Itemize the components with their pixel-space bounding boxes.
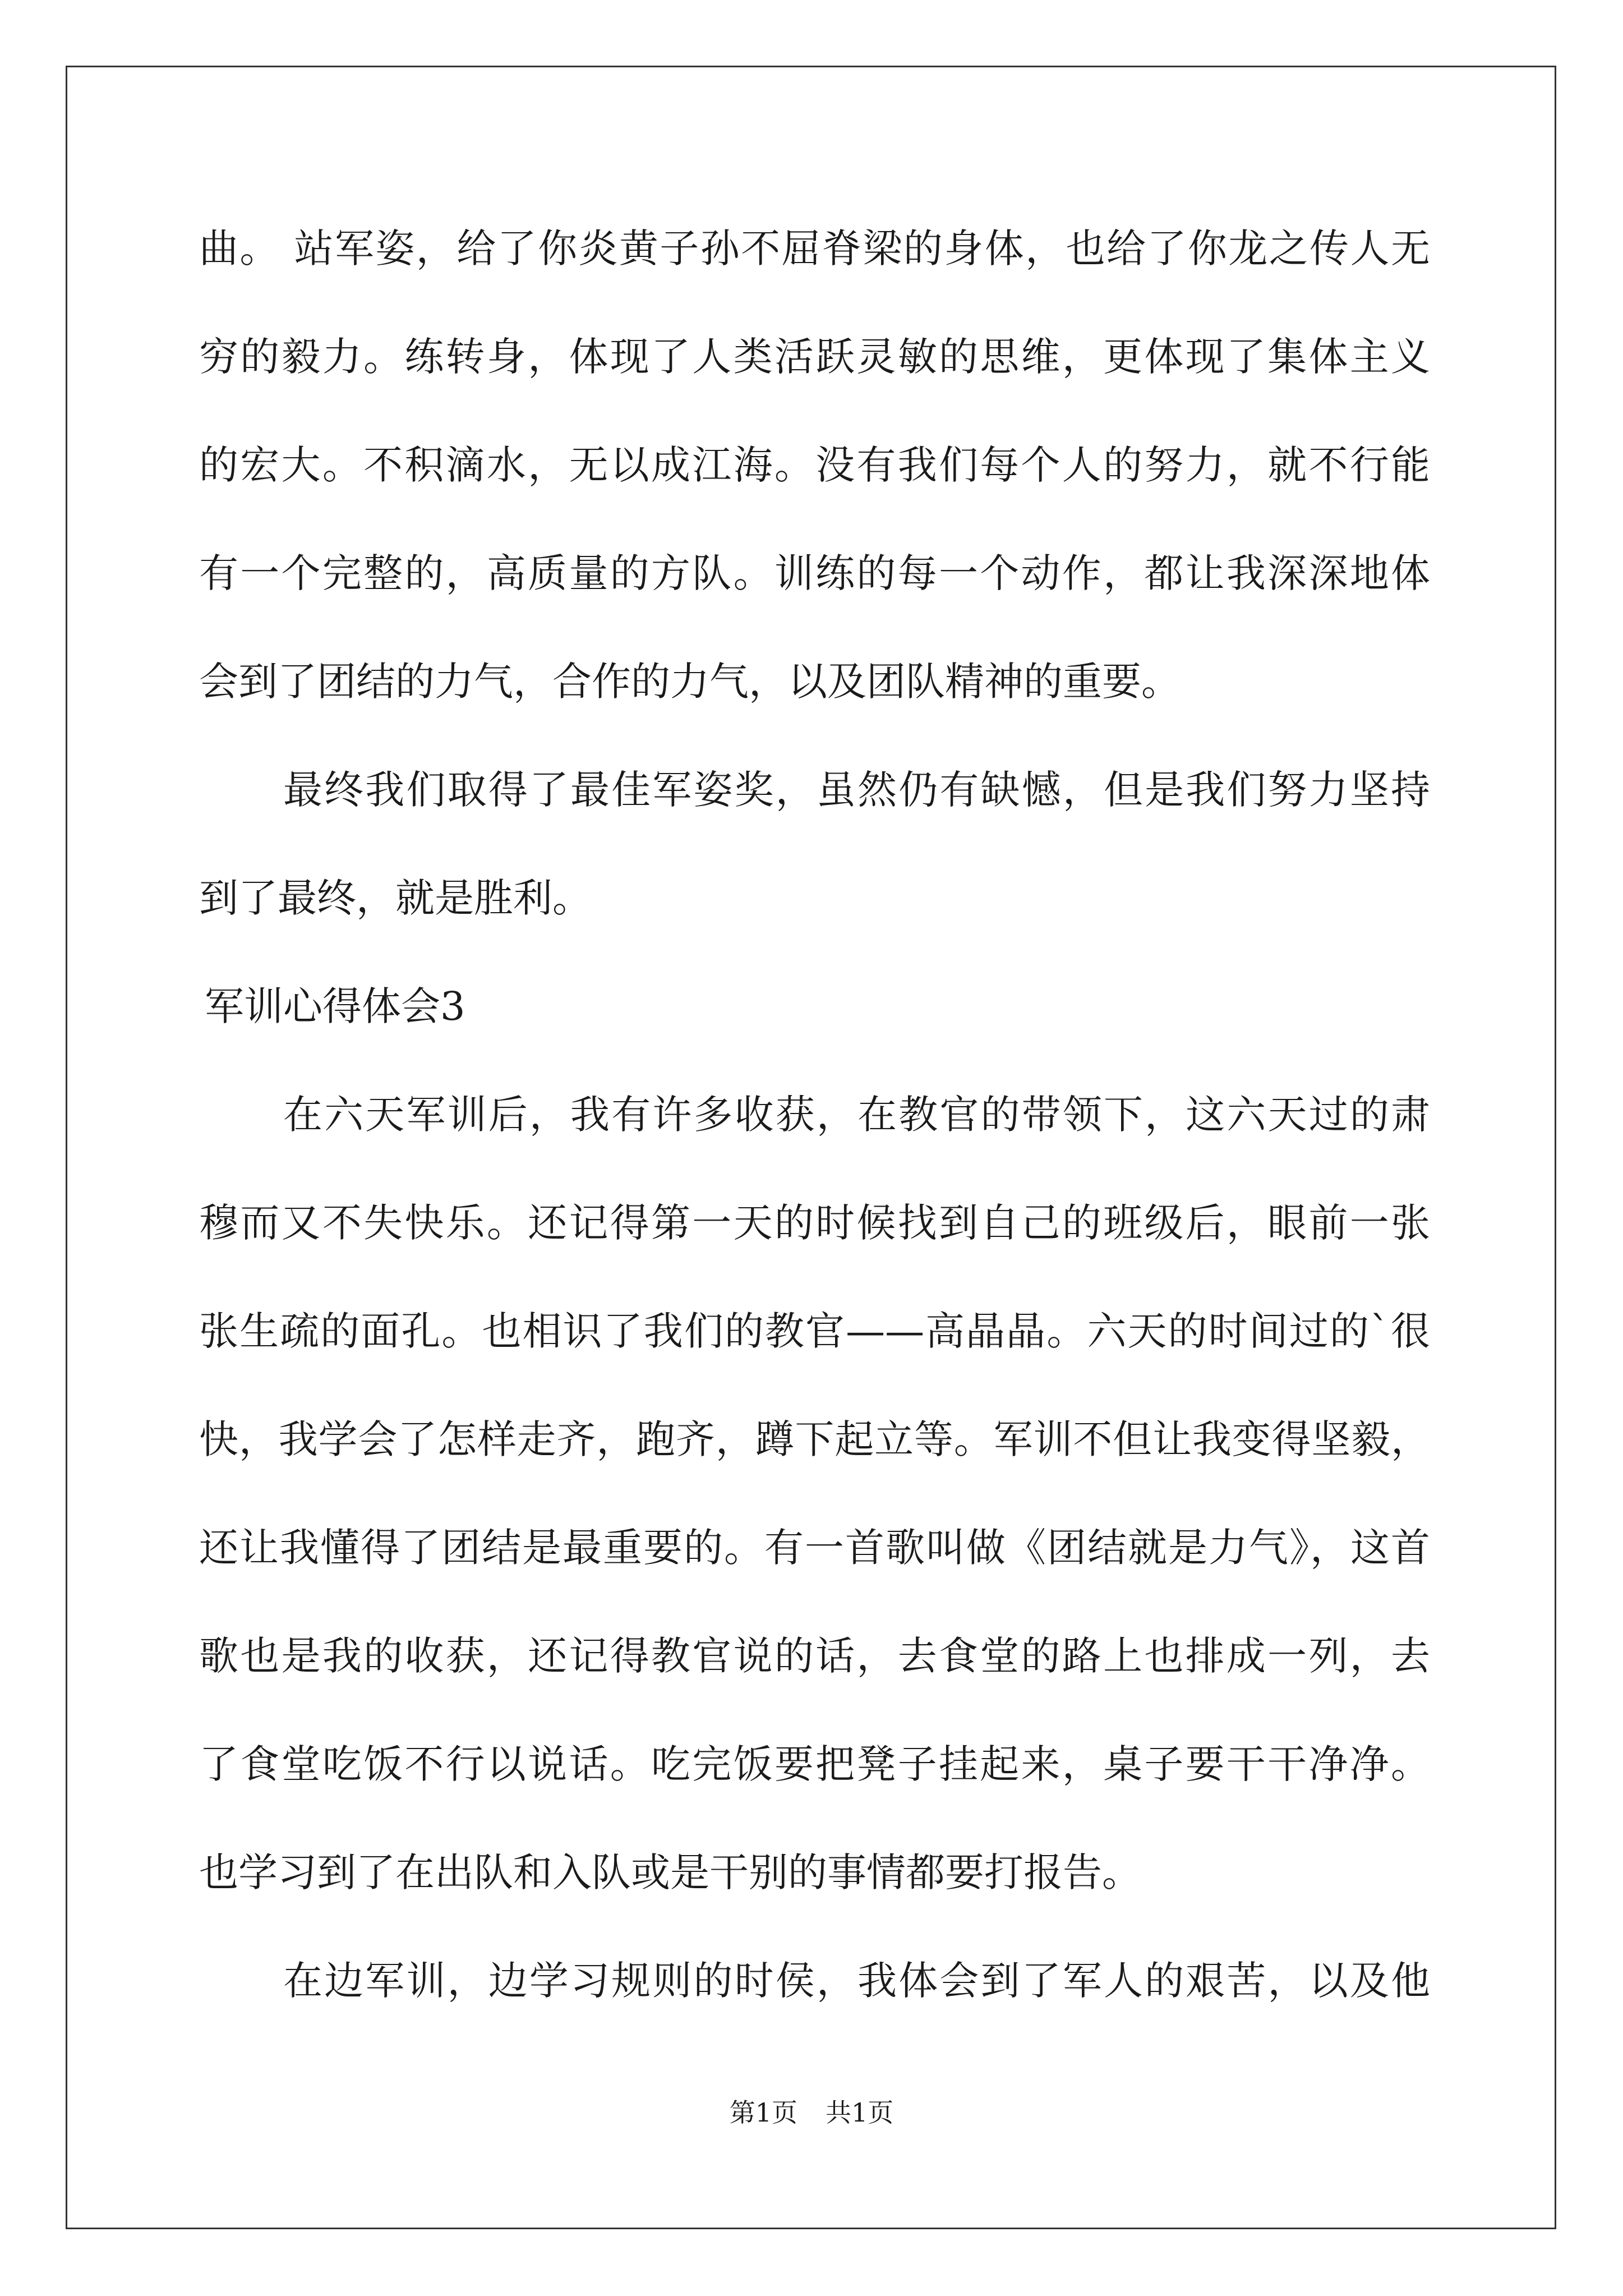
- text-line: 快，我学会了怎样走齐，跑齐，蹲下起立等。军训不但让我变得坚毅，: [199, 1416, 1430, 1462]
- text-line: 穷的毅力。练转身，体现了人类活跃灵敏的思维，更体现了集体主义: [199, 334, 1430, 380]
- text-line: 了食堂吃饭不行以说话。吃完饭要把凳子挂起来，桌子要干干净净。: [199, 1741, 1430, 1787]
- page-total: 共1页: [826, 2097, 894, 2128]
- paragraph-first-line: 在边军训，边学习规则的时侯，我体会到了军人的艰苦，以及他: [283, 1958, 1430, 2004]
- section-heading: 军训心得体会3: [205, 983, 465, 1029]
- document-body: [199, 216, 1430, 2056]
- paragraph-first-line: 最终我们取得了最佳军姿奖，虽然仍有缺憾，但是我们努力坚持: [283, 767, 1430, 813]
- text-line: 歌也是我的收获，还记得教官说的话，去食堂的路上也排成一列，去: [199, 1633, 1430, 1679]
- text-line: 曲。 站军姿，给了你炎黄子孙不屈脊梁的身体，也给了你龙之传人无: [199, 226, 1430, 272]
- text-line: 的宏大。不积滴水，无以成江海。没有我们每个人的努力，就不行能: [199, 442, 1430, 488]
- text-line: 还让我懂得了团结是最重要的。有一首歌叫做《团结就是力气》，这首: [199, 1525, 1430, 1571]
- text-line: 会到了团结的力气，合作的力气，以及团队精神的重要。: [199, 659, 1181, 705]
- page-footer: [0, 2092, 1623, 2129]
- page-number: 第1页: [729, 2097, 797, 2128]
- text-line: 到了最终，就是胜利。: [199, 875, 592, 921]
- paragraph-first-line: 在六天军训后，我有许多收获，在教官的带领下，这六天过的肃: [283, 1092, 1430, 1138]
- text-line: 也学习到了在出队和入队或是干别的事情都要打报告。: [199, 1849, 1141, 1895]
- text-line: 穆而又不失快乐。还记得第一天的时候找到自己的班级后，眼前一张: [199, 1200, 1430, 1246]
- text-line: 有一个完整的，高质量的方队。训练的每一个动作，都让我深深地体: [199, 550, 1430, 596]
- text-line: 张生疏的面孔。也相识了我们的教官——高晶晶。六天的时间过的`很: [199, 1308, 1430, 1354]
